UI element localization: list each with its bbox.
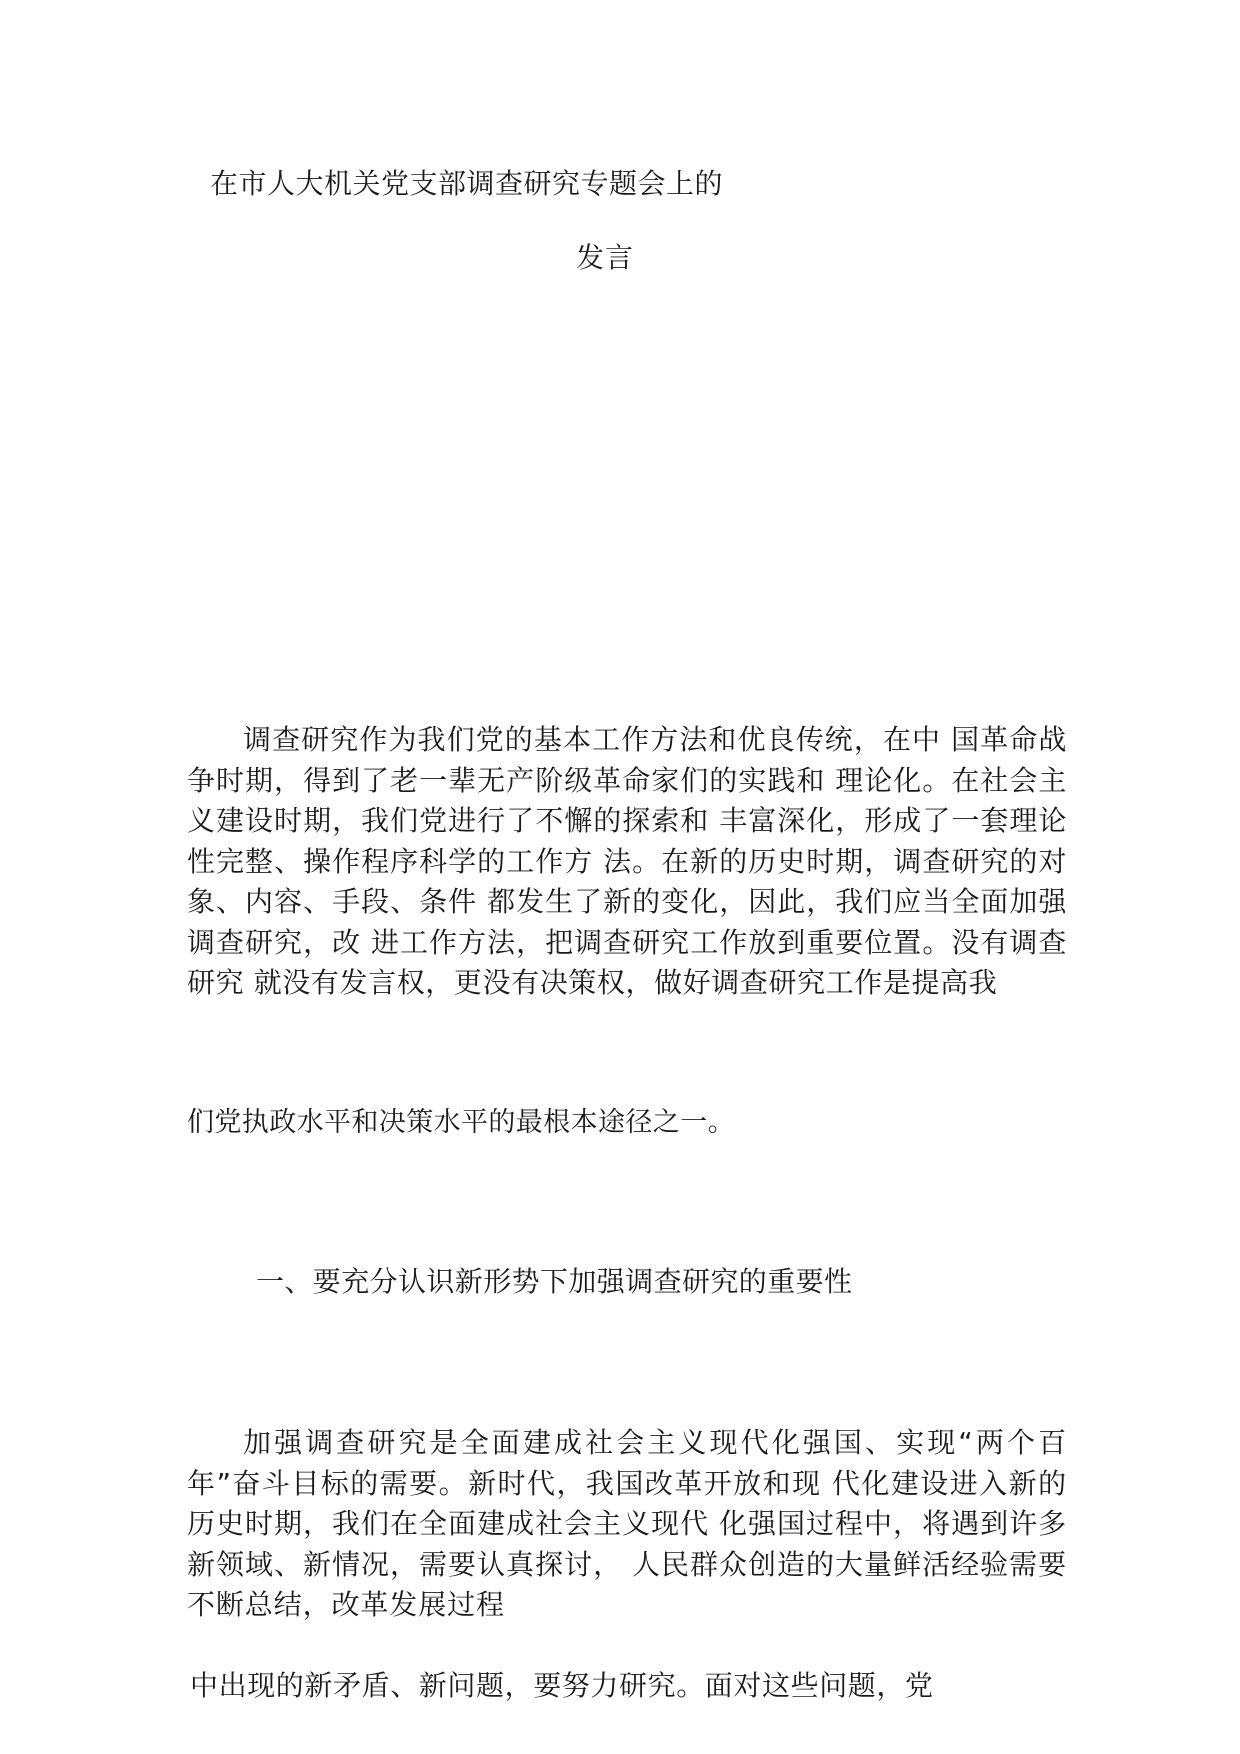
document-title-continued: 发言 xyxy=(576,241,635,274)
section-heading-1: 一、要充分认识新形势下加强调查研究的重要性 xyxy=(256,1265,853,1298)
paragraph-intro-continued: 们党执政水平和决策水平的最根本途径之一。 xyxy=(187,1107,735,1138)
paragraph-section-1-continued: 中出现的新矛盾、新问题，要努力研究。面对这些问题，党 xyxy=(190,1669,934,1702)
document-title: 在市人大机关党支部调查研究专题会上的 xyxy=(210,167,724,200)
paragraph-section-1: 加强调查研究是全面建成社会主义现代化强国、实现“两个百年”奋斗目标的需要。新时代，我国改革开放和现 代化建设进入新的历史时期，我们在全面建成社会主义现代 化强国过程中，将遇到许多新领域、新情况，需要认真探讨， 人民群众创造的大量鲜活经验需要不断总结，改革发展过程 xyxy=(187,1426,1067,1621)
paragraph-intro: 调查研究作为我们党的基本工作方法和优良传统，在中 国革命战争时期，得到了老一辈无产阶级革命家们的实践和 理论化。在社会主义建设时期，我们党进行了不懈的探索和 丰富深化，形成了一套理论性完整、操作程序科学的工作方 法。在新的历史时期，调查研究的对象、内容、手段、条件 都发生了新的变化，因此，我们应当全面加强调查研究，改 进工作方法，把调查研究工作放到重要位置。没有调查研究 就没有发言权，更没有决策权，做好调查研究工作是提高我 xyxy=(187,723,1067,999)
